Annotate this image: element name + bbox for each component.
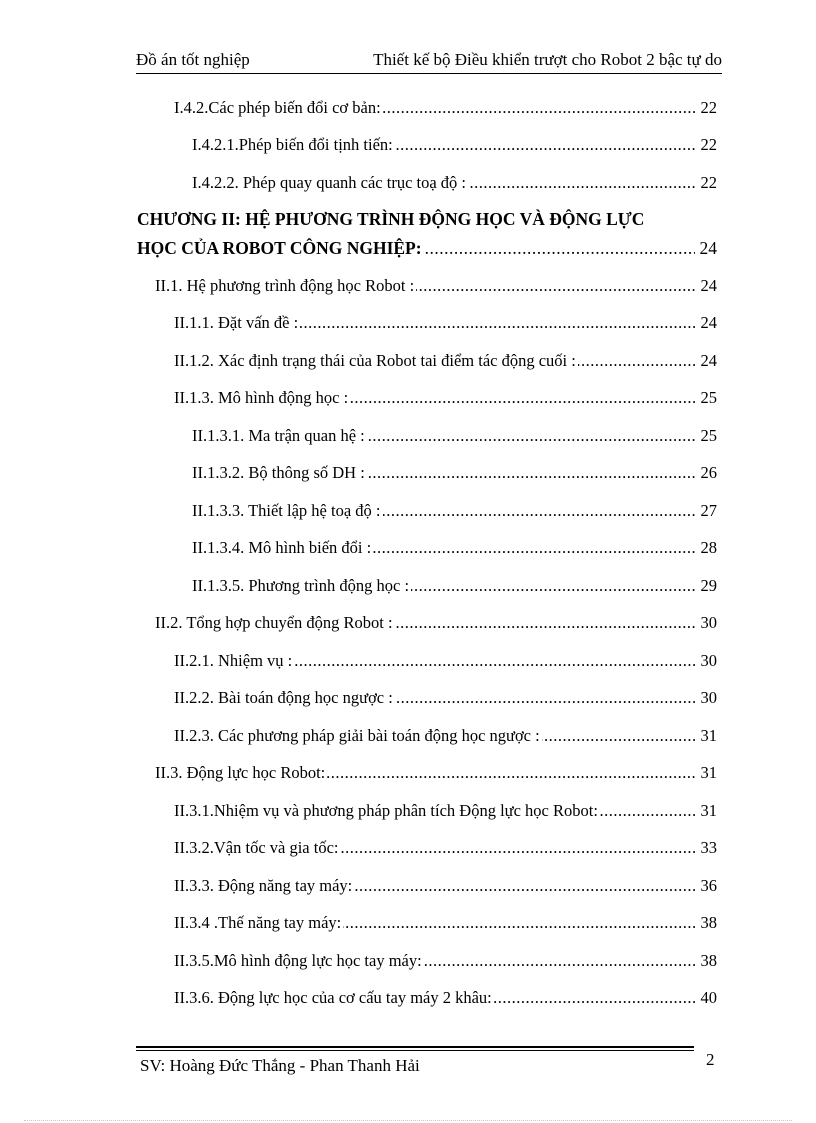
toc-entry-page: 28 <box>700 538 717 557</box>
toc-entry-page: 38 <box>700 913 717 932</box>
toc-entry-page: 36 <box>700 876 717 895</box>
toc-entry <box>174 836 717 860</box>
toc-entry-label: II.1.3.4. Mô hình biến đổi : <box>192 536 373 560</box>
toc-entry-page: 22 <box>700 173 717 192</box>
header-right-title: Thiết kế bộ Điều khiển trượt cho Robot 2 bậc tự do <box>373 50 722 69</box>
toc-entry-label: II.1.3.1. Ma trận quan hệ : <box>192 424 367 448</box>
page-header <box>136 50 722 72</box>
toc-entry <box>192 536 717 560</box>
toc-entry-label: I.4.2.Các phép biến đổi cơ bản: <box>174 96 383 120</box>
toc-entry-page: 24 <box>699 238 717 258</box>
toc-entry-label: II.1.3.2. Bộ thông số DH : <box>192 461 367 485</box>
toc-entry-label: II.1.3.3. Thiết lập hệ toạ độ : <box>192 499 383 523</box>
toc-entry <box>174 874 717 898</box>
toc-entry <box>174 386 717 410</box>
toc-entry-label: II.2. Tổng hợp chuyển động Robot : <box>155 611 395 635</box>
toc-entry-page: 22 <box>700 135 717 154</box>
toc-entry <box>192 171 717 195</box>
toc-entry-label: II.3.3. Động năng tay máy: <box>174 874 354 898</box>
page-bottom-border <box>24 1120 792 1121</box>
toc-entry-label: II.3.4 .Thế năng tay máy: <box>174 911 343 935</box>
toc-entry-label: II.1.1. Đặt vấn đề : <box>174 311 300 335</box>
toc-entry <box>174 96 717 120</box>
toc-entry-page: 31 <box>700 726 717 745</box>
toc-entry-label: II.3.5.Mô hình động lực học tay máy: <box>174 949 424 973</box>
toc-entry <box>192 461 717 485</box>
chapter-heading-line1: CHƯƠNG II: HỆ PHƯƠNG TRÌNH ĐỘNG HỌC VÀ ĐỘNG LỰC <box>137 209 645 229</box>
toc-entry <box>174 949 717 973</box>
toc-entry-page: 24 <box>700 351 717 370</box>
toc-entry <box>174 686 717 710</box>
toc-entry <box>174 799 717 823</box>
toc-entry <box>174 349 717 373</box>
toc-entry-label: II.1.2. Xác định trạng thái của Robot tai điểm tác động cuối : <box>174 349 578 373</box>
toc-entry <box>174 724 717 748</box>
footer-rule-thin <box>136 1050 694 1051</box>
toc-entry <box>155 611 717 635</box>
toc-entry <box>174 649 717 673</box>
toc-entry-label: II.3.6. Động lực học của cơ cấu tay máy 2 khâu: <box>174 986 494 1010</box>
toc-entry-page: 33 <box>700 838 717 857</box>
toc-entry-page: 38 <box>700 951 717 970</box>
toc-entry-page: 25 <box>700 426 717 445</box>
toc-entry-label: II.1.3.5. Phương trình động học : <box>192 574 411 598</box>
footer-rule <box>136 1046 694 1048</box>
toc-entry-page: 26 <box>700 463 717 482</box>
toc-entry-page: 24 <box>700 313 717 332</box>
toc-entry-label: II.2.3. Các phương pháp giải bài toán động học ngược : <box>174 724 542 748</box>
footer-students: SV: Hoàng Đức Thắng - Phan Thanh Hải <box>140 1056 420 1075</box>
toc-entry-page: 40 <box>700 988 717 1007</box>
toc-entry-page: 31 <box>700 763 717 782</box>
toc-entry <box>174 311 717 335</box>
toc-entry-label: II.3.1.Nhiệm vụ và phương pháp phân tích Động lực học Robot: <box>174 799 600 823</box>
toc-entry <box>174 911 717 935</box>
toc-entry <box>155 274 717 298</box>
chapter-heading-line2: HỌC CỦA ROBOT CÔNG NGHIỆP: <box>137 238 422 258</box>
header-left-title: Đồ án tốt nghiệp <box>136 50 250 69</box>
toc-entry <box>192 574 717 598</box>
chapter-heading-entry <box>137 236 717 260</box>
toc-entry-page: 30 <box>700 651 717 670</box>
toc-entry-label: I.4.2.2. Phép quay quanh các trục toạ độ : <box>192 171 468 195</box>
toc-entry <box>155 761 717 785</box>
toc-entry-page: 22 <box>700 98 717 117</box>
toc-entry-label: II.3. Động lực học Robot: <box>155 761 327 785</box>
toc-entry-page: 30 <box>700 613 717 632</box>
header-rule <box>136 73 722 74</box>
toc-entry-page: 29 <box>700 576 717 595</box>
toc-entry-page: 30 <box>700 688 717 707</box>
toc-entry <box>192 133 717 157</box>
toc-entry-page: 24 <box>700 276 717 295</box>
toc-entry <box>192 499 717 523</box>
toc-entry-label: I.4.2.1.Phép biến đổi tịnh tiến: <box>192 133 395 157</box>
toc-entry-label: II.2.2. Bài toán động học ngược : <box>174 686 395 710</box>
toc-entry-label: II.1.3. Mô hình động học : <box>174 386 350 410</box>
toc-entry-page: 27 <box>700 501 717 520</box>
toc-entry-label: II.2.1. Nhiệm vụ : <box>174 649 294 673</box>
page-number: 2 <box>706 1050 715 1069</box>
toc-entry-label: II.1. Hệ phương trình động học Robot : <box>155 274 416 298</box>
toc-entry <box>192 424 717 448</box>
toc-entry <box>174 986 717 1010</box>
toc-entry-label: II.3.2.Vận tốc và gia tốc: <box>174 836 340 860</box>
toc-entry-page: 25 <box>700 388 717 407</box>
toc-entry-page: 31 <box>700 801 717 820</box>
